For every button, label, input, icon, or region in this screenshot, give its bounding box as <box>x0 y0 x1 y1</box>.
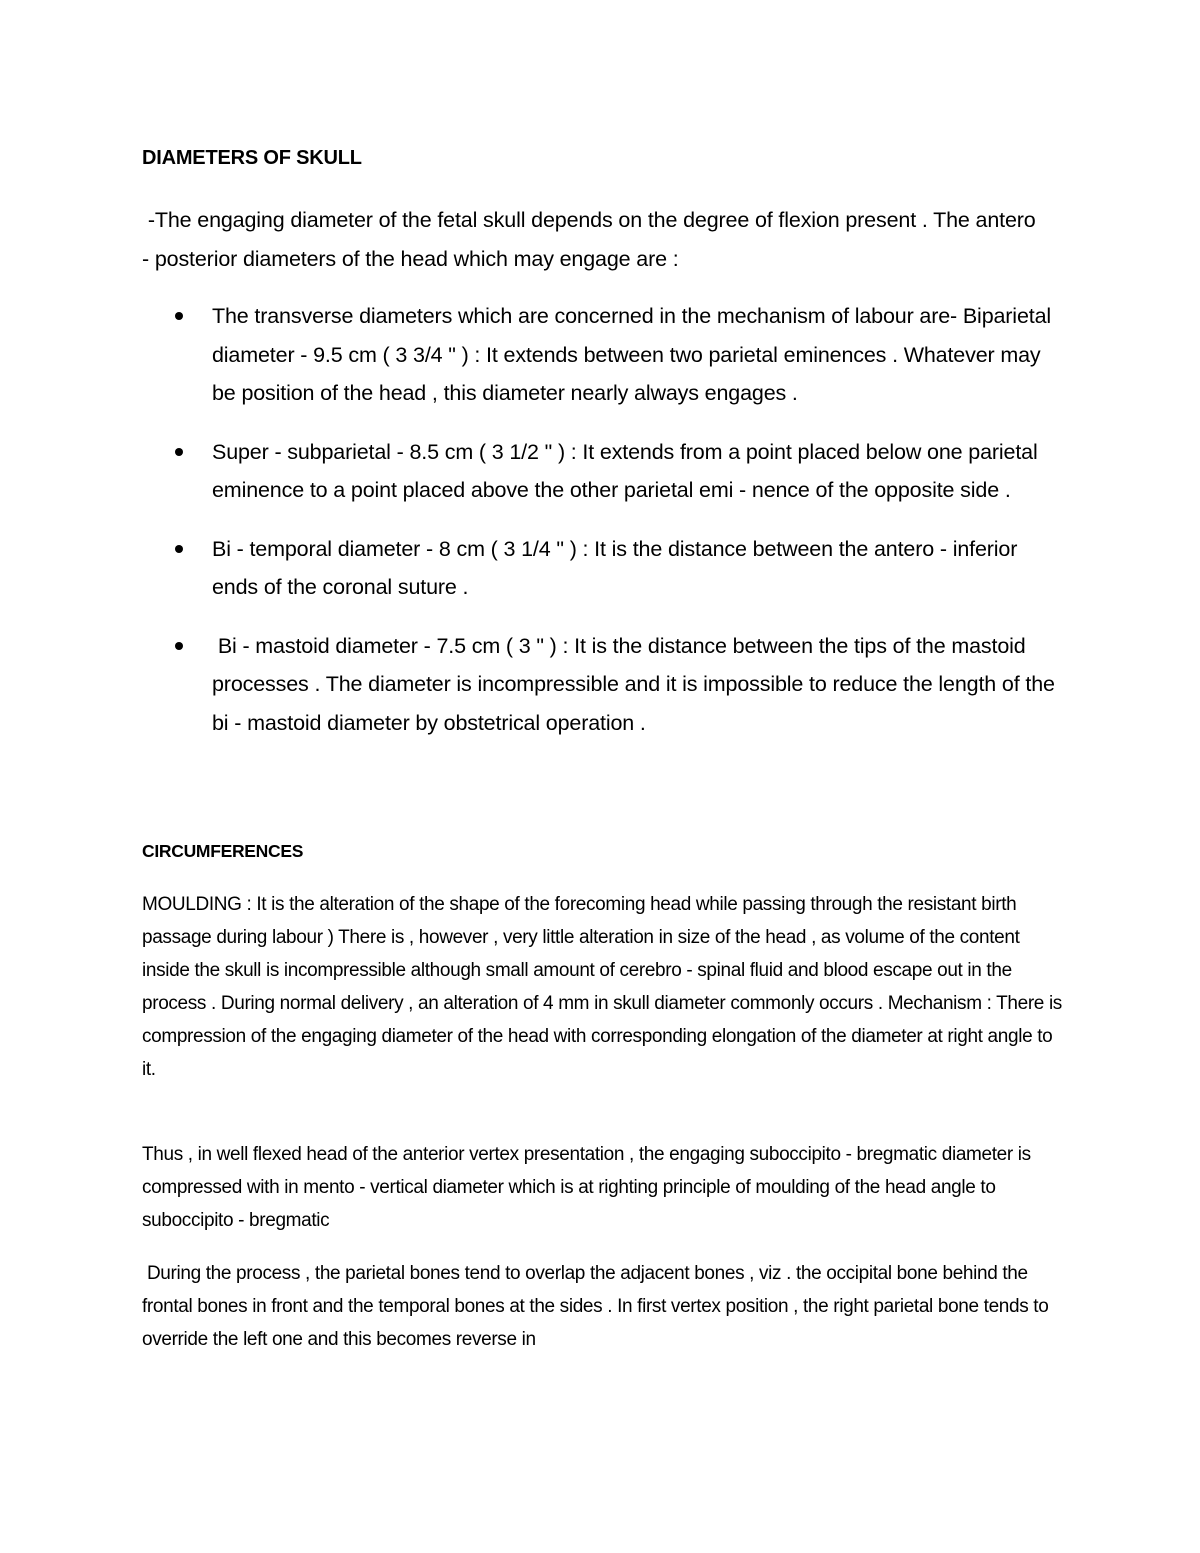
bullet-icon <box>175 448 183 456</box>
list-item-text: Bi - temporal diameter - 8 cm ( 3 1/4 " ) : It is the distance between the antero - inferior ends of the coronal suture . <box>212 536 1018 599</box>
flexed-head-paragraph: Thus , in well flexed head of the anterior vertex presentation , the engaging suboccipito - bregmatic diameter is compressed with in mento - vertical diameter which is at righting principle of moulding of the head angle to suboccipito - bregmatic <box>142 1144 1031 1231</box>
intro-paragraph: -The engaging diameter of the fetal skull depends on the degree of flexion present . The antero - posterior diameters of the head which may engage are : <box>142 208 1042 271</box>
document-title: DIAMETERS OF SKULL <box>142 147 362 169</box>
bullet-icon <box>175 312 183 320</box>
list-item <box>142 530 1062 607</box>
process-paragraph: During the process , the parietal bones tend to overlap the adjacent bones , viz . the occipital bone behind the frontal bones in front and the temporal bones at the sides . In first vertex position , the right parietal bone tends to override the left one and this becomes reverse in <box>142 1263 1054 1350</box>
list-item <box>142 297 1062 413</box>
section-heading: CIRCUMFERENCES <box>142 841 304 861</box>
list-item <box>142 627 1062 743</box>
list-item-text: Bi - mastoid diameter - 7.5 cm ( 3 " ) : It is the distance between the tips of the mastoid processes . The diameter is incompressible and it is impossible to reduce the length of the bi - mastoid diameter by obstetrical operation . <box>212 633 1061 735</box>
list-item-text: The transverse diameters which are concerned in the mechanism of labour are- Biparietal diameter - 9.5 cm ( 3 3/4 " ) : It extends between two parietal eminences . Whatever may be position of the head , this diameter nearly always engages . <box>212 304 1052 405</box>
bullet-icon <box>175 545 183 553</box>
list-item-text: Super - subparietal - 8.5 cm ( 3 1/2 " ) : It extends from a point placed below one parietal eminence to a point placed above the other parietal emi - nence of the opposite side . <box>212 439 1038 502</box>
moulding-paragraph: MOULDING : It is the alteration of the shape of the forecoming head while passing through the resistant birth passage during labour ) There is , however , very little alteration in size of the head , as volume of the content inside the skull is incompressible although small amount of cerebro - spinal fluid and blood escape out in the process . During normal delivery , an alteration of 4 mm in skull diameter commonly occurs . Mechanism : There is compression of the engaging diameter of the head with corresponding elongation of the diameter at right angle to it. <box>142 894 1062 1080</box>
list-item <box>142 433 1062 510</box>
diameters-list <box>142 297 1062 762</box>
bullet-icon <box>175 642 183 650</box>
